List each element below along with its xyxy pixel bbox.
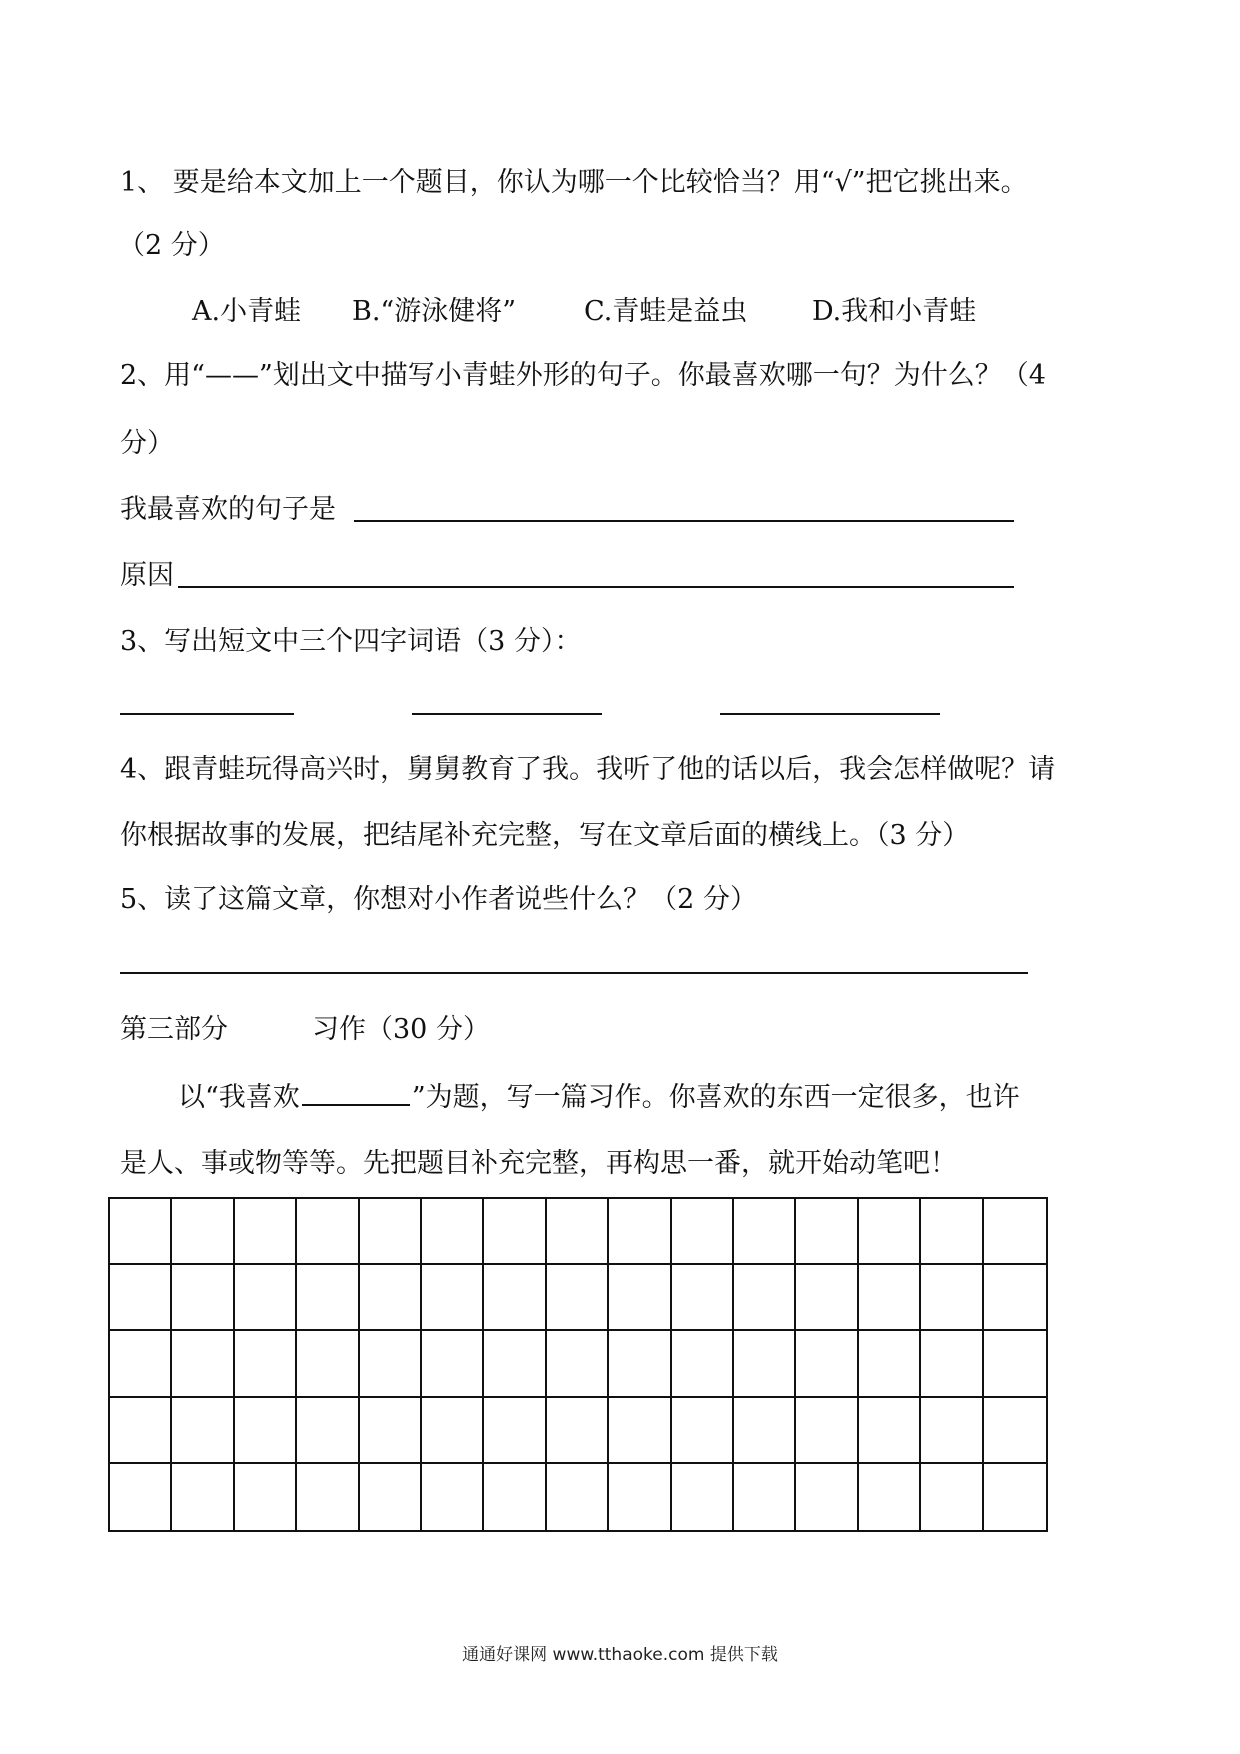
grid-cell[interactable]	[672, 1331, 734, 1397]
grid-cell[interactable]	[297, 1265, 359, 1331]
grid-cell[interactable]	[921, 1464, 983, 1530]
grid-cell[interactable]	[796, 1398, 858, 1464]
grid-cell[interactable]	[672, 1199, 734, 1265]
grid-cell[interactable]	[422, 1464, 484, 1530]
grid-cell[interactable]	[360, 1265, 422, 1331]
grid-cell[interactable]	[672, 1464, 734, 1530]
grid-cell[interactable]	[484, 1199, 546, 1265]
grid-cell[interactable]	[297, 1398, 359, 1464]
reason-blank[interactable]	[178, 586, 1014, 588]
grid-cell[interactable]	[297, 1199, 359, 1265]
comment-blank[interactable]	[120, 972, 1028, 974]
question-2-score: 分）	[120, 428, 174, 459]
grid-cell[interactable]	[360, 1331, 422, 1397]
option-a: A.小青蛙	[192, 296, 302, 327]
grid-cell[interactable]	[984, 1464, 1046, 1530]
writing-grid[interactable]	[108, 1197, 1048, 1532]
question-5-text: 5、读了这篇文章，你想对小作者说些什么？（2 分）	[120, 884, 757, 915]
grid-cell[interactable]	[609, 1199, 671, 1265]
grid-cell[interactable]	[172, 1464, 234, 1530]
footer-text: 通通好课网 www.tthaoke.com 提供下载	[462, 1645, 778, 1665]
essay-prompt-part2: ”为题，写一篇习作。你喜欢的东西一定很多，也许	[411, 1082, 1020, 1113]
option-b: B.“游泳健将”	[352, 296, 517, 327]
grid-cell[interactable]	[921, 1265, 983, 1331]
grid-cell[interactable]	[609, 1265, 671, 1331]
four-char-word-blank-2[interactable]	[412, 713, 602, 715]
grid-cell[interactable]	[609, 1398, 671, 1464]
section-3-title: 第三部分	[120, 1014, 228, 1045]
grid-cell[interactable]	[547, 1265, 609, 1331]
grid-cell[interactable]	[172, 1265, 234, 1331]
grid-cell[interactable]	[734, 1265, 796, 1331]
question-3-text: 3、写出短文中三个四字词语（3 分）：	[120, 626, 582, 657]
grid-cell[interactable]	[796, 1464, 858, 1530]
grid-cell[interactable]	[547, 1199, 609, 1265]
option-d: D.我和小青蛙	[812, 296, 977, 327]
favorite-sentence-blank[interactable]	[354, 520, 1014, 522]
grid-cell[interactable]	[235, 1464, 297, 1530]
grid-cell[interactable]	[110, 1331, 172, 1397]
grid-cell[interactable]	[859, 1464, 921, 1530]
grid-cell[interactable]	[360, 1199, 422, 1265]
grid-cell[interactable]	[672, 1398, 734, 1464]
question-1-score: （2 分）	[118, 230, 225, 261]
grid-cell[interactable]	[984, 1398, 1046, 1464]
grid-cell[interactable]	[110, 1199, 172, 1265]
essay-prompt-line2: 是人、事或物等等。先把题目补充完整，再构思一番，就开始动笔吧！	[120, 1148, 957, 1179]
grid-cell[interactable]	[484, 1398, 546, 1464]
grid-cell[interactable]	[110, 1398, 172, 1464]
grid-cell[interactable]	[360, 1464, 422, 1530]
grid-cell[interactable]	[796, 1199, 858, 1265]
grid-cell[interactable]	[984, 1199, 1046, 1265]
grid-cell[interactable]	[360, 1398, 422, 1464]
grid-cell[interactable]	[984, 1331, 1046, 1397]
grid-cell[interactable]	[235, 1199, 297, 1265]
section-3-subtitle: 习作（30 分）	[312, 1014, 490, 1045]
question-1-text: 1、 要是给本文加上一个题目，你认为哪一个比较恰当？用“√”把它挑出来。	[120, 167, 1028, 198]
grid-cell[interactable]	[235, 1265, 297, 1331]
grid-cell[interactable]	[172, 1398, 234, 1464]
grid-cell[interactable]	[235, 1331, 297, 1397]
grid-cell[interactable]	[859, 1265, 921, 1331]
grid-cell[interactable]	[859, 1199, 921, 1265]
grid-cell[interactable]	[734, 1464, 796, 1530]
grid-cell[interactable]	[921, 1398, 983, 1464]
grid-cell[interactable]	[484, 1464, 546, 1530]
grid-cell[interactable]	[235, 1398, 297, 1464]
reason-label: 原因	[120, 560, 174, 591]
grid-cell[interactable]	[609, 1331, 671, 1397]
grid-cell[interactable]	[984, 1265, 1046, 1331]
four-char-word-blank-1[interactable]	[120, 713, 294, 715]
option-c: C.青蛙是益虫	[584, 296, 748, 327]
grid-cell[interactable]	[859, 1331, 921, 1397]
grid-cell[interactable]	[796, 1331, 858, 1397]
grid-cell[interactable]	[672, 1265, 734, 1331]
grid-cell[interactable]	[110, 1464, 172, 1530]
grid-cell[interactable]	[734, 1199, 796, 1265]
grid-cell[interactable]	[609, 1464, 671, 1530]
grid-cell[interactable]	[547, 1398, 609, 1464]
grid-cell[interactable]	[859, 1398, 921, 1464]
grid-cell[interactable]	[921, 1199, 983, 1265]
essay-title-blank[interactable]	[302, 1076, 410, 1106]
favorite-sentence-label: 我最喜欢的句子是	[120, 494, 336, 525]
grid-cell[interactable]	[297, 1331, 359, 1397]
grid-cell[interactable]	[734, 1331, 796, 1397]
essay-prompt-part1: 以“我喜欢	[178, 1082, 300, 1113]
grid-cell[interactable]	[422, 1398, 484, 1464]
grid-cell[interactable]	[172, 1331, 234, 1397]
grid-cell[interactable]	[547, 1464, 609, 1530]
grid-cell[interactable]	[422, 1331, 484, 1397]
essay-prompt-line1	[178, 1076, 1020, 1116]
question-4-text-line1: 4、跟青蛙玩得高兴时，舅舅教育了我。我听了他的话以后，我会怎样做呢？请	[120, 754, 1056, 785]
question-2-text: 2、用“——”划出文中描写小青蛙外形的句子。你最喜欢哪一句？为什么？（4	[120, 360, 1046, 391]
grid-cell[interactable]	[796, 1265, 858, 1331]
grid-cell[interactable]	[422, 1265, 484, 1331]
grid-cell[interactable]	[921, 1331, 983, 1397]
grid-cell[interactable]	[297, 1464, 359, 1530]
grid-cell[interactable]	[422, 1199, 484, 1265]
four-char-word-blank-3[interactable]	[720, 713, 940, 715]
grid-cell[interactable]	[110, 1265, 172, 1331]
grid-cell[interactable]	[484, 1331, 546, 1397]
grid-cell[interactable]	[484, 1265, 546, 1331]
question-4-text-line2: 你根据故事的发展，把结尾补充完整，写在文章后面的横线上。（3 分）	[120, 820, 970, 851]
grid-cell[interactable]	[172, 1199, 234, 1265]
grid-cell[interactable]	[734, 1398, 796, 1464]
grid-cell[interactable]	[547, 1331, 609, 1397]
